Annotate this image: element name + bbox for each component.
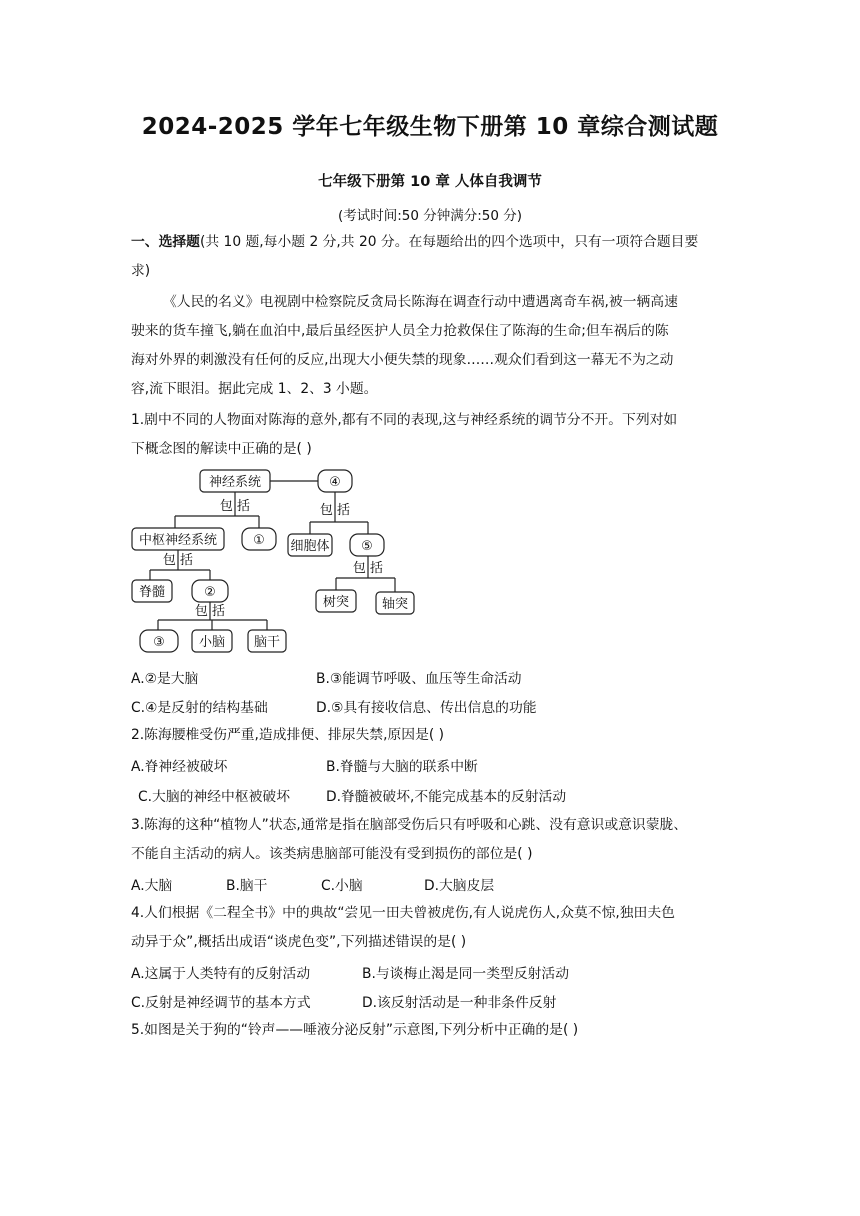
q1-option-b: B.③能调节呼吸、血压等生命活动 xyxy=(316,671,522,687)
q2-option-c: C.大脑的神经中枢被破坏 xyxy=(138,789,290,805)
section-heading xyxy=(131,232,698,252)
include-label: 包 括 xyxy=(219,499,251,514)
node-axon: 轴突 xyxy=(381,597,409,612)
q1-stem-cont: 下概念图的解读中正确的是( ) xyxy=(131,441,312,457)
passage-line: 容,流下眼泪。据此完成 1、2、3 小题。 xyxy=(131,381,378,397)
include-label: 包 括 xyxy=(194,604,226,619)
q5-stem: 5.如图是关于狗的“铃声——唾液分泌反射”示意图,下列分析中正确的是( ) xyxy=(131,1022,579,1038)
passage-line: 驶来的货车撞飞,躺在血泊中,最后虽经医护人员全力抢救保住了陈海的生命;但车祸后的陈 xyxy=(131,323,669,339)
node-dendrite: 树突 xyxy=(322,595,350,610)
q2-option-b: B.脊髓与大脑的联系中断 xyxy=(326,759,478,775)
include-label: 包 括 xyxy=(319,503,351,518)
q1-option-a: A.②是大脑 xyxy=(131,671,199,687)
q3-stem-cont: 不能自主活动的病人。该类病患脑部可能没有受到损伤的部位是( ) xyxy=(131,846,533,862)
node-spinal-cord: 脊髓 xyxy=(138,585,166,600)
q2-option-a: A.脊神经被破坏 xyxy=(131,759,228,775)
q3-option-b: B.脑干 xyxy=(226,878,268,894)
document-title: 2024-2025 学年七年级生物下册第 10 章综合测试题 xyxy=(141,114,719,140)
q4-option-c: C.反射是神经调节的基本方式 xyxy=(131,995,311,1011)
q4-option-d: D.该反射活动是一种非条件反射 xyxy=(362,995,557,1011)
passage-line: 海对外界的刺激没有任何的反应,出现大小便失禁的现象……观众们看到这一幕无不为之动 xyxy=(131,352,674,368)
node-n5: ⑤ xyxy=(361,539,373,554)
q3-stem: 3.陈海的这种“植物人”状态,通常是指在脑部受伤后只有呼吸和心跳、没有意识或意识蒙胧、 xyxy=(131,817,688,833)
q3-option-d: D.大脑皮层 xyxy=(424,878,495,894)
include-label: 包 括 xyxy=(352,561,384,576)
q4-option-a: A.这属于人类特有的反射活动 xyxy=(131,966,311,982)
node-cell-body: 细胞体 xyxy=(290,539,330,554)
include-label: 包 括 xyxy=(162,553,194,568)
q4-option-b: B.与谈梅止渴是同一类型反射活动 xyxy=(362,966,570,982)
section-heading-bold: 一、选择题 xyxy=(131,234,200,250)
q3-option-c: C.小脑 xyxy=(321,878,363,894)
node-nervous-system: 神经系统 xyxy=(208,475,262,490)
concept-map-diagram xyxy=(128,462,428,658)
q1-option-c: C.④是反射的结构基础 xyxy=(131,700,268,716)
q2-option-d: D.脊髓被破坏,不能完成基本的反射活动 xyxy=(326,789,567,805)
section-heading-cont: 求) xyxy=(131,263,151,279)
node-n1: ① xyxy=(253,533,265,548)
node-n3: ③ xyxy=(153,635,165,650)
node-cerebellum: 小脑 xyxy=(198,635,226,650)
q1-stem: 1.剧中不同的人物面对陈海的意外,都有不同的表现,这与神经系统的调节分不开。下列对如 xyxy=(131,412,678,428)
q2-stem: 2.陈海腰椎受伤严重,造成排便、排尿失禁,原因是( ) xyxy=(131,727,445,743)
q3-option-a: A.大脑 xyxy=(131,878,173,894)
document-subtitle: 七年级下册第 10 章 人体自我调节 xyxy=(318,174,542,190)
section-heading-text: (共 10 题,每小题 2 分,共 20 分。在每题给出的四个选项中，只有一项符合题目要 xyxy=(199,234,699,250)
exam-info: (考试时间:50 分钟满分:50 分) xyxy=(337,208,523,224)
q4-stem-cont: 动异于众”,概括出成语“谈虎色变”,下列描述错误的是( ) xyxy=(131,934,467,950)
q4-stem: 4.人们根据《二程全书》中的典故“尝见一田夫曾被虎伤,有人说虎伤人,众莫不惊,独田夫色 xyxy=(131,905,675,921)
node-n4: ④ xyxy=(329,475,341,490)
q1-option-d: D.⑤具有接收信息、传出信息的功能 xyxy=(316,700,537,716)
node-cns: 中枢神经系统 xyxy=(138,533,218,548)
node-n2: ② xyxy=(204,585,216,600)
node-brainstem: 脑干 xyxy=(253,635,281,650)
passage-line: 《人民的名义》电视剧中检察院反贪局长陈海在调查行动中遭遇离奇车祸,被一辆高速 xyxy=(163,294,678,310)
